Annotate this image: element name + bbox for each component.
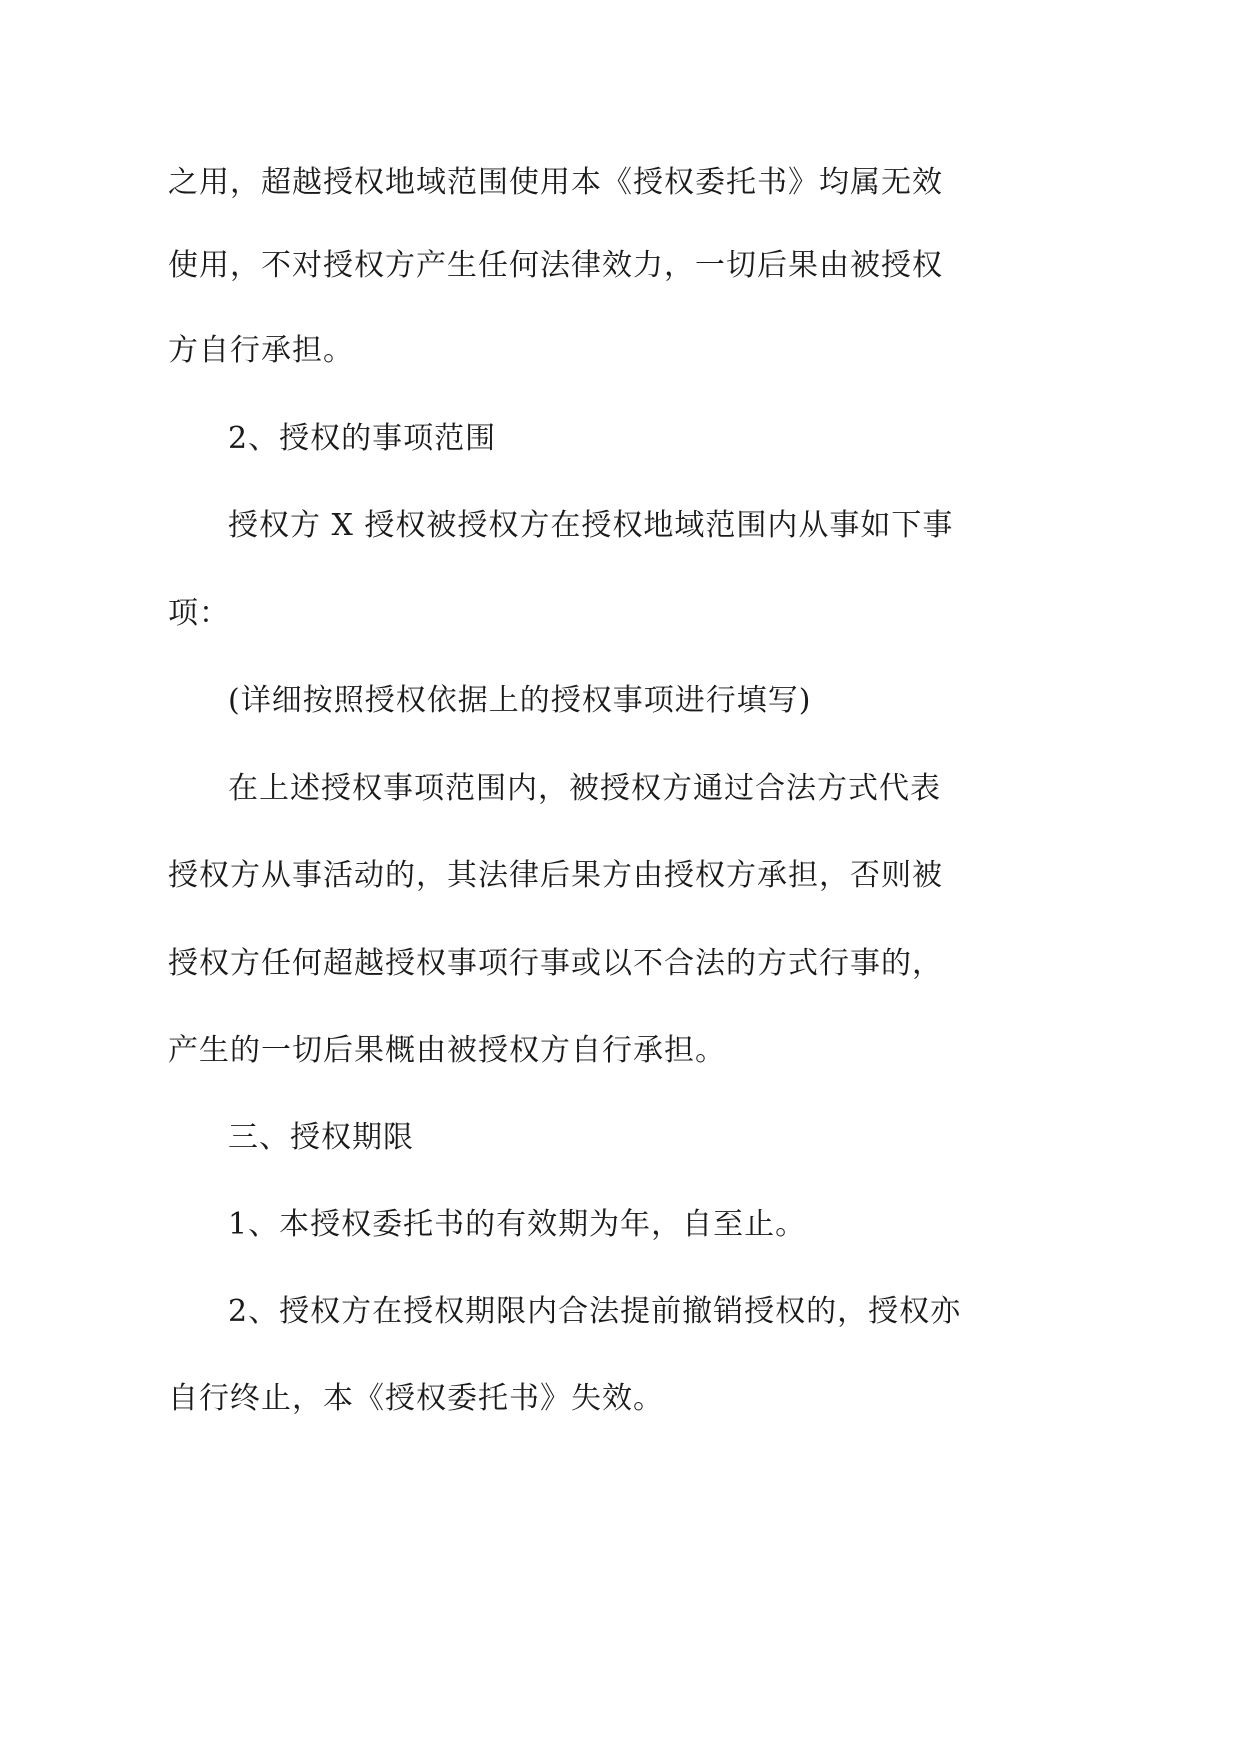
text-line: 2、授权方在授权期限内合法提前撤销授权的，授权亦 [228,1294,962,1329]
text-line: 项： [168,596,230,631]
text-line: 方自行承担。 [168,333,354,368]
text-line: 使用，不对授权方产生任何法律效力，一切后果由被授权 [168,248,943,283]
text-line: 授权方任何超越授权事项行事或以不合法的方式行事的， [168,946,943,981]
text-line: 产生的一切后果概由被授权方自行承担。 [168,1033,726,1068]
text-line: 授权方从事活动的，其法律后果方由授权方承担，否则被 [168,858,943,893]
text-line: 之用，超越授权地域范围使用本《授权委托书》均属无效 [168,165,943,200]
text-line: 授权方 X 授权被授权方在授权地域范围内从事如下事 [228,508,954,543]
text-line: 自行终止，本《授权委托书》失效。 [168,1381,664,1416]
section-heading: 2、授权的事项范围 [228,421,497,456]
text-line: 1、本授权委托书的有效期为年，自至止。 [228,1207,807,1242]
text-line: 在上述授权事项范围内，被授权方通过合法方式代表 [228,771,941,806]
section-heading: 三、授权期限 [228,1120,414,1155]
text-line: (详细按照授权依据上的授权事项进行填写) [228,683,812,718]
